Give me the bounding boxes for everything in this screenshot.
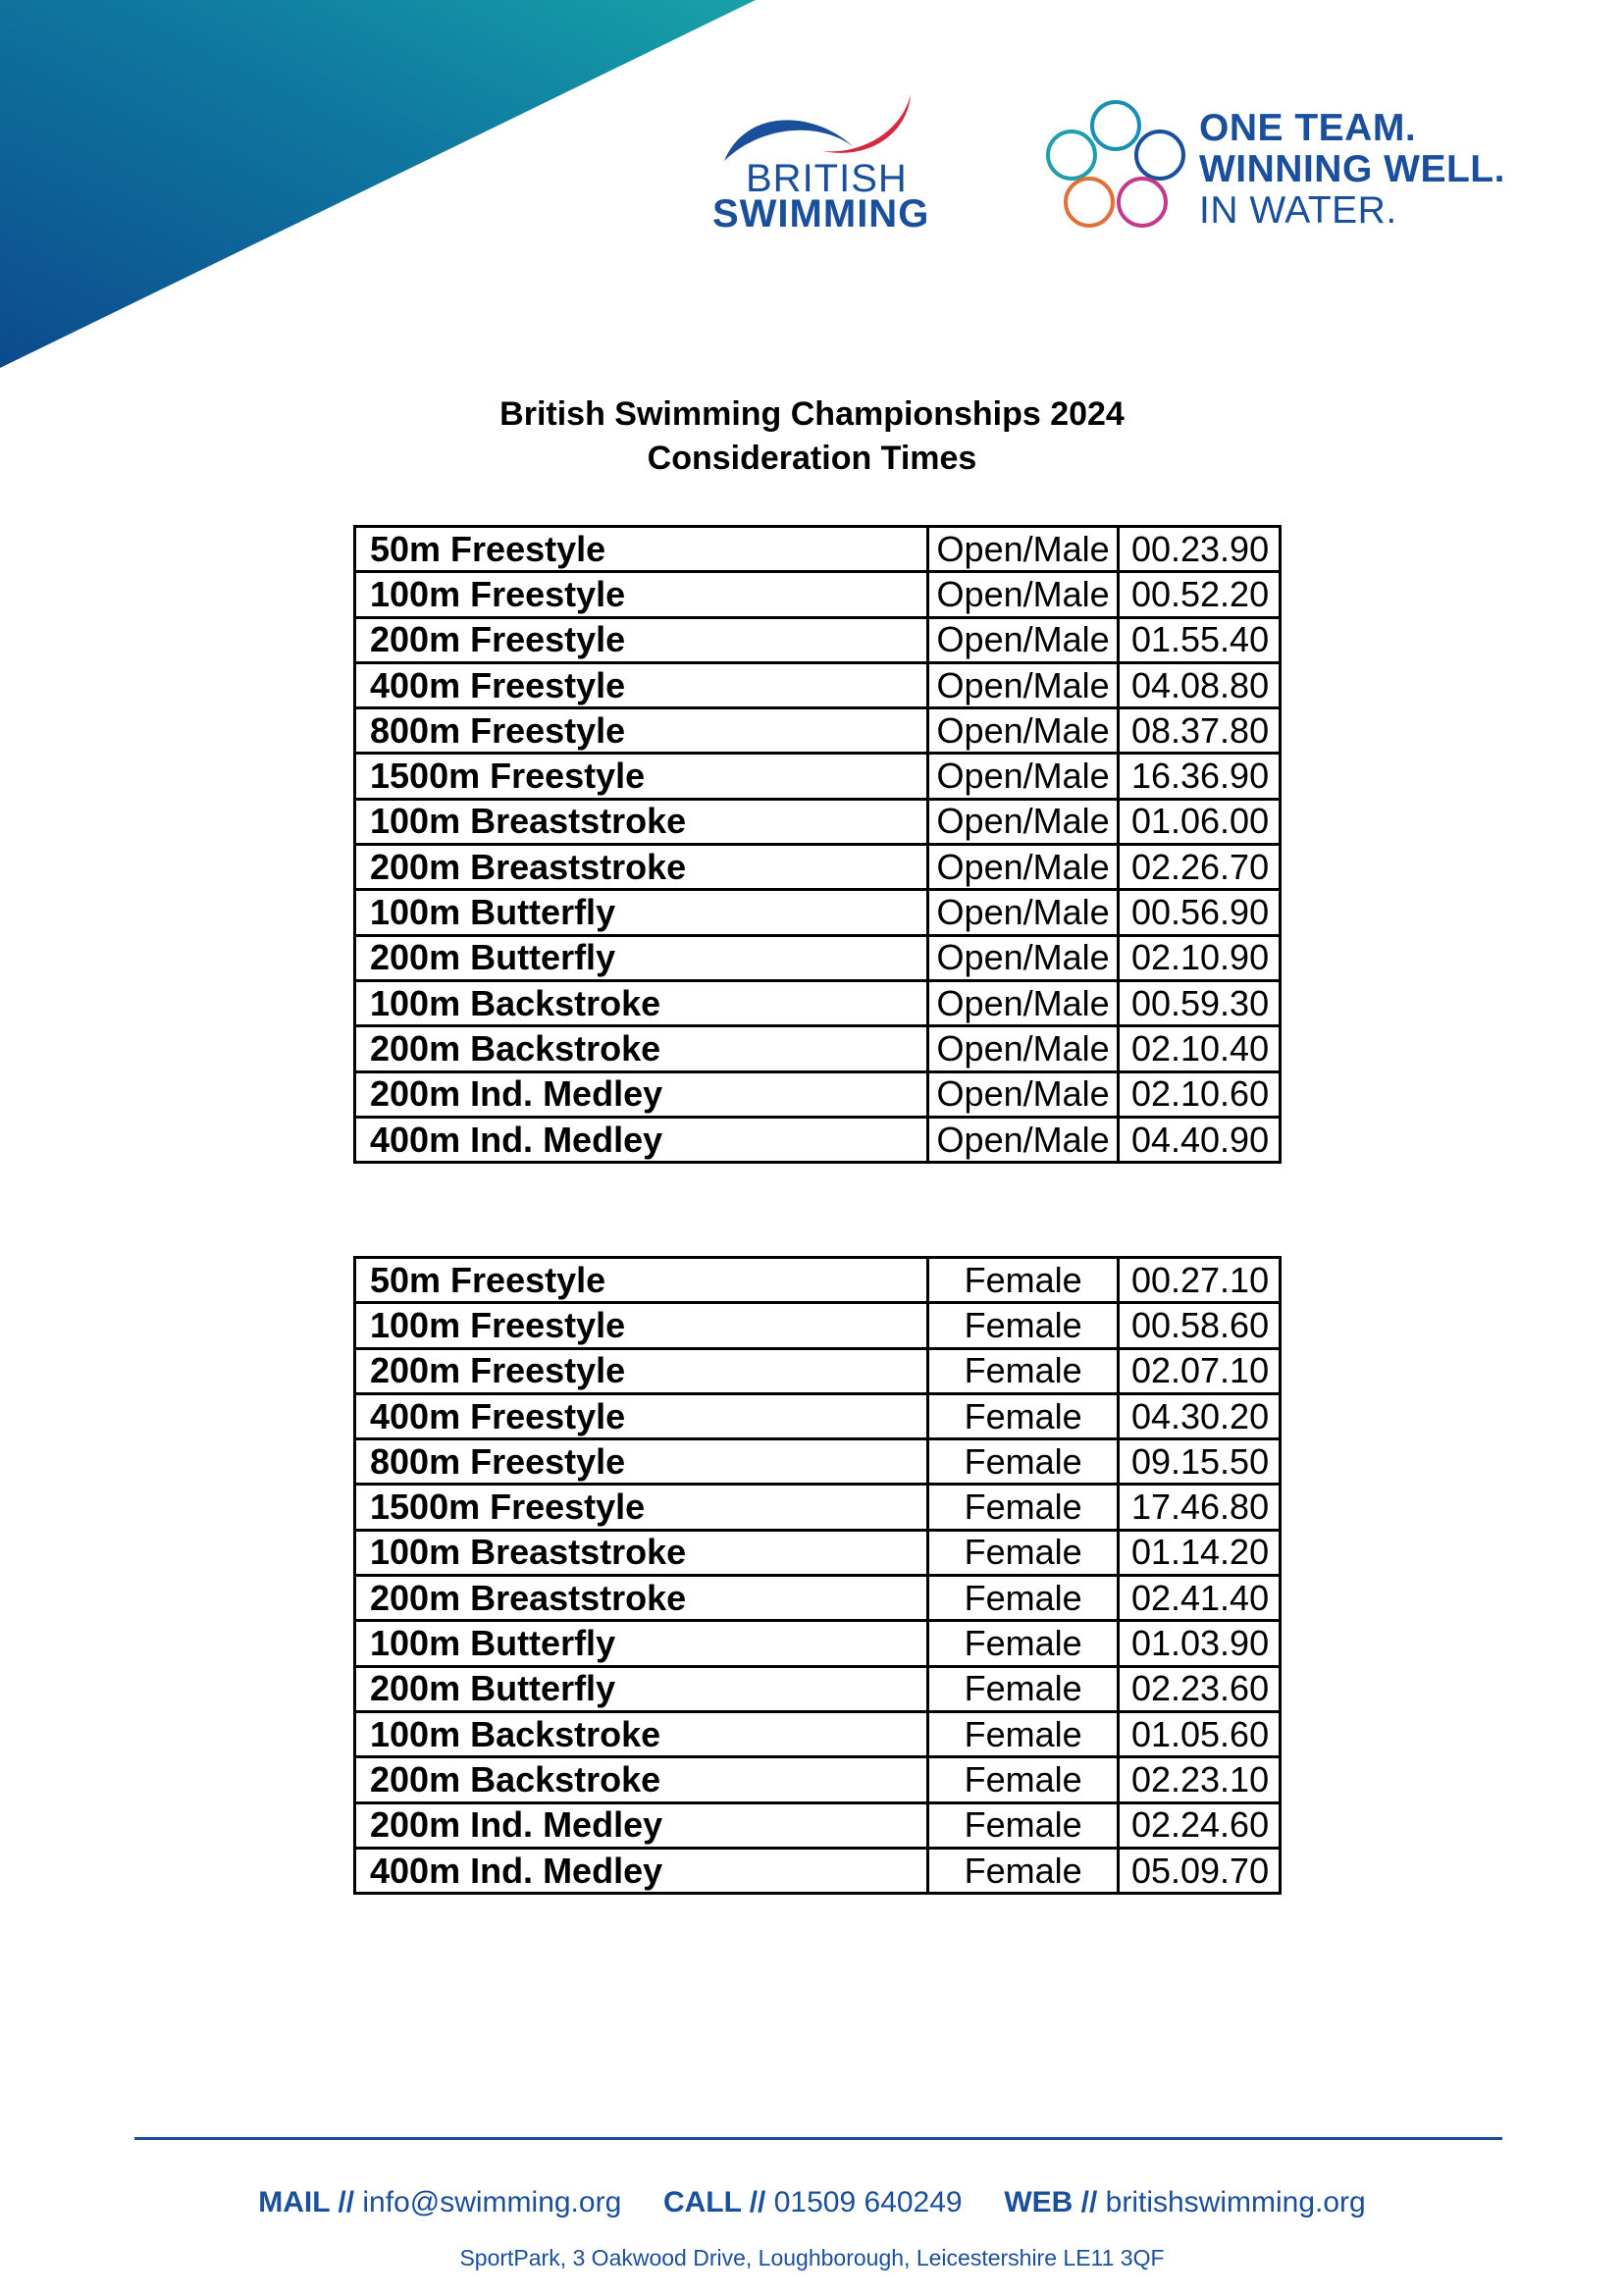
time-cell: 00.52.20: [1118, 572, 1280, 617]
time-cell: 04.08.80: [1118, 662, 1280, 707]
event-cell: 200m Butterfly: [355, 935, 928, 980]
event-cell: 200m Freestyle: [355, 617, 928, 662]
website-link[interactable]: britishswimming.org: [1105, 2186, 1366, 2218]
table-row: [355, 662, 1281, 707]
category-cell: Female: [928, 1576, 1119, 1621]
category-cell: Female: [928, 1802, 1119, 1848]
table-row: [355, 1802, 1281, 1848]
sports-rings-icon: [1042, 98, 1189, 235]
table-row: [355, 980, 1281, 1025]
event-cell: 100m Backstroke: [355, 980, 928, 1025]
time-cell: 02.23.60: [1118, 1666, 1280, 1711]
category-cell: Female: [928, 1258, 1119, 1303]
category-cell: Open/Male: [928, 527, 1119, 572]
logo-word-swimming: SWIMMING: [712, 192, 930, 235]
time-cell: 00.27.10: [1118, 1258, 1280, 1303]
table-row: [355, 799, 1281, 844]
event-cell: 200m Butterfly: [355, 1666, 928, 1711]
table-row: [355, 1117, 1281, 1162]
time-cell: 02.26.70: [1118, 845, 1280, 890]
category-cell: Female: [928, 1393, 1119, 1438]
category-cell: Open/Male: [928, 1117, 1119, 1162]
event-cell: 400m Freestyle: [355, 662, 928, 707]
event-cell: 100m Freestyle: [355, 572, 928, 617]
one-team-logo: [1042, 98, 1552, 235]
time-cell: 02.23.10: [1118, 1757, 1280, 1802]
table-row: [355, 1348, 1281, 1393]
slogan-line-1: ONE TEAM.: [1199, 107, 1417, 149]
footer-divider: [134, 2137, 1502, 2140]
time-cell: 01.06.00: [1118, 799, 1280, 844]
time-cell: 17.46.80: [1118, 1485, 1280, 1530]
event-cell: 200m Backstroke: [355, 1026, 928, 1071]
table-row: [355, 708, 1281, 754]
table-row: [355, 1393, 1281, 1438]
table-row: [355, 935, 1281, 980]
category-cell: Open/Male: [928, 1071, 1119, 1117]
table-row: [355, 890, 1281, 935]
time-cell: 00.58.60: [1118, 1303, 1280, 1348]
category-cell: Open/Male: [928, 662, 1119, 707]
category-cell: Female: [928, 1439, 1119, 1485]
event-cell: 1500m Freestyle: [355, 754, 928, 799]
category-cell: Female: [928, 1621, 1119, 1666]
event-cell: 800m Freestyle: [355, 708, 928, 754]
event-cell: 100m Breaststroke: [355, 1530, 928, 1575]
category-cell: Open/Male: [928, 980, 1119, 1025]
table-row: [355, 572, 1281, 617]
document-title: [0, 392, 1624, 481]
time-cell: 01.14.20: [1118, 1530, 1280, 1575]
event-cell: 100m Backstroke: [355, 1711, 928, 1756]
logo-word-british: BRITISH: [746, 157, 908, 200]
time-cell: 00.56.90: [1118, 890, 1280, 935]
category-cell: Female: [928, 1530, 1119, 1575]
time-cell: 04.40.90: [1118, 1117, 1280, 1162]
event-cell: 200m Ind. Medley: [355, 1071, 928, 1117]
event-cell: 200m Ind. Medley: [355, 1802, 928, 1848]
time-cell: 05.09.70: [1118, 1848, 1280, 1893]
event-cell: 100m Butterfly: [355, 890, 928, 935]
event-cell: 200m Freestyle: [355, 1348, 928, 1393]
category-cell: Open/Male: [928, 754, 1119, 799]
time-cell: 01.55.40: [1118, 617, 1280, 662]
postal-address: SportPark, 3 Oakwood Drive, Loughborough, Leicestershire LE11 3QF: [459, 2245, 1165, 2270]
category-cell: Female: [928, 1757, 1119, 1802]
table-row: [355, 1258, 1281, 1303]
category-cell: Female: [928, 1348, 1119, 1393]
table-row: [355, 1848, 1281, 1893]
time-cell: 00.23.90: [1118, 527, 1280, 572]
event-cell: 200m Backstroke: [355, 1757, 928, 1802]
time-cell: 01.05.60: [1118, 1711, 1280, 1756]
time-cell: 02.07.10: [1118, 1348, 1280, 1393]
event-cell: 100m Butterfly: [355, 1621, 928, 1666]
footer-contacts: [0, 2186, 1624, 2219]
event-cell: 200m Breaststroke: [355, 845, 928, 890]
time-cell: 08.37.80: [1118, 708, 1280, 754]
category-cell: Female: [928, 1848, 1119, 1893]
female-times-table: [353, 1256, 1282, 1895]
title-line-2: Consideration Times: [647, 440, 977, 477]
british-swimming-logo: [707, 90, 930, 237]
table-row: [355, 1530, 1281, 1575]
table-row: [355, 1071, 1281, 1117]
table-row: [355, 1303, 1281, 1348]
event-cell: 50m Freestyle: [355, 1258, 928, 1303]
mail-address-link[interactable]: info@swimming.org: [362, 2186, 622, 2218]
category-cell: Open/Male: [928, 1026, 1119, 1071]
event-cell: 200m Breaststroke: [355, 1576, 928, 1621]
category-cell: Female: [928, 1303, 1119, 1348]
table-row: [355, 1666, 1281, 1711]
time-cell: 01.03.90: [1118, 1621, 1280, 1666]
event-cell: 800m Freestyle: [355, 1439, 928, 1485]
category-cell: Open/Male: [928, 708, 1119, 754]
event-cell: 1500m Freestyle: [355, 1485, 928, 1530]
call-label: CALL //: [662, 2186, 766, 2218]
event-cell: 100m Breaststroke: [355, 799, 928, 844]
table-row: [355, 1621, 1281, 1666]
table-row: [355, 617, 1281, 662]
category-cell: Open/Male: [928, 935, 1119, 980]
time-cell: 04.30.20: [1118, 1393, 1280, 1438]
table-row: [355, 1576, 1281, 1621]
phone-number[interactable]: 01509 640249: [773, 2186, 963, 2218]
category-cell: Female: [928, 1666, 1119, 1711]
table-row: [355, 527, 1281, 572]
category-cell: Open/Male: [928, 845, 1119, 890]
category-cell: Open/Male: [928, 890, 1119, 935]
event-cell: 50m Freestyle: [355, 527, 928, 572]
table-row: [355, 1757, 1281, 1802]
title-line-1: British Swimming Championships 2024: [499, 395, 1125, 433]
time-cell: 02.24.60: [1118, 1802, 1280, 1848]
event-cell: 400m Freestyle: [355, 1393, 928, 1438]
table-row: [355, 1026, 1281, 1071]
slogan-line-2: WINNING WELL.: [1199, 148, 1505, 190]
event-cell: 100m Freestyle: [355, 1303, 928, 1348]
time-cell: 02.41.40: [1118, 1576, 1280, 1621]
male-times-table: [353, 525, 1282, 1164]
table-row: [355, 1711, 1281, 1756]
time-cell: 02.10.60: [1118, 1071, 1280, 1117]
time-cell: 09.15.50: [1118, 1439, 1280, 1485]
table-row: [355, 1485, 1281, 1530]
time-cell: 00.59.30: [1118, 980, 1280, 1025]
category-cell: Open/Male: [928, 617, 1119, 662]
mail-label: MAIL //: [258, 2186, 355, 2218]
slogan-line-3: IN WATER.: [1199, 189, 1397, 232]
time-cell: 16.36.90: [1118, 754, 1280, 799]
web-label: WEB //: [1004, 2186, 1098, 2218]
time-cell: 02.10.90: [1118, 935, 1280, 980]
event-cell: 400m Ind. Medley: [355, 1848, 928, 1893]
time-cell: 02.10.40: [1118, 1026, 1280, 1071]
category-cell: Female: [928, 1485, 1119, 1530]
category-cell: Open/Male: [928, 799, 1119, 844]
event-cell: 400m Ind. Medley: [355, 1117, 928, 1162]
category-cell: Open/Male: [928, 572, 1119, 617]
category-cell: Female: [928, 1711, 1119, 1756]
table-row: [355, 754, 1281, 799]
table-row: [355, 1439, 1281, 1485]
table-row: [355, 845, 1281, 890]
